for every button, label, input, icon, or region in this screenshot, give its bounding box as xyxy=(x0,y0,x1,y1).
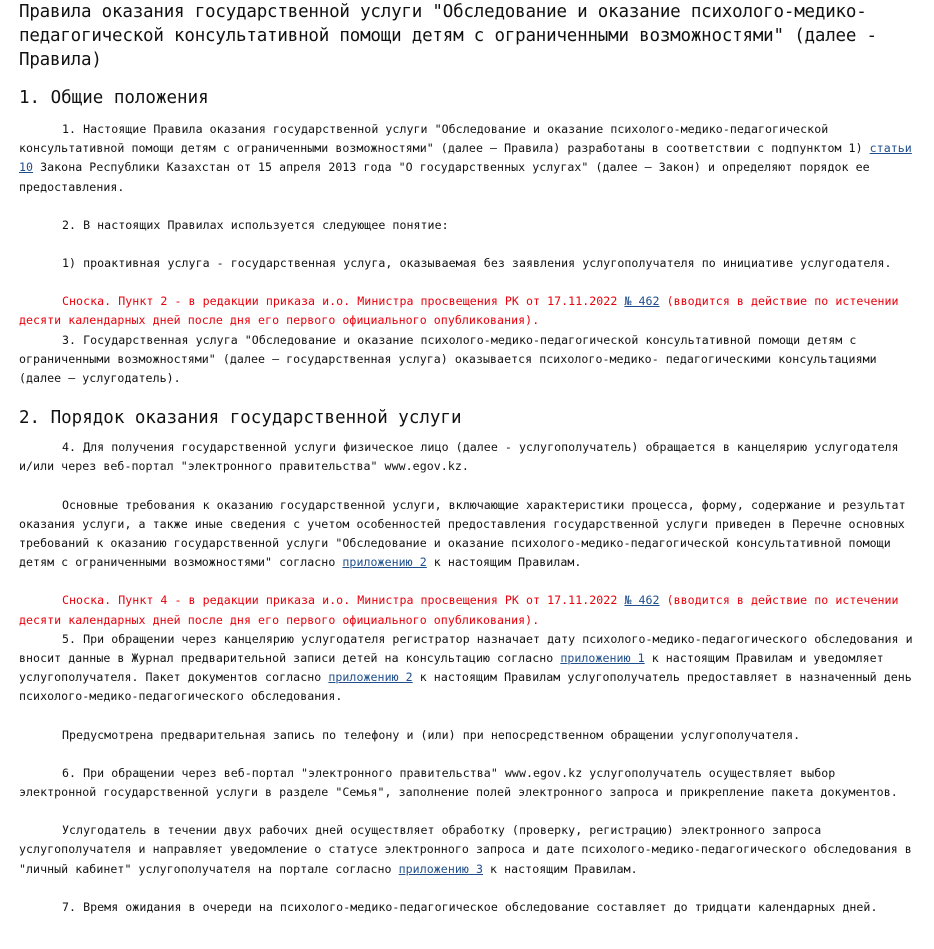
paragraph-text: Закона Республики Казахстан от 15 апреля 2013 года "О государственных услугах" (далее – Закон) и определяют порядок ее предоставления. xyxy=(19,160,870,194)
link-order-462[interactable]: № 462 xyxy=(624,294,660,309)
paragraph-7: 7. Время ожидания в очереди на психолого-медико-педагогическое обследование составляет до тридцати календарных дней. xyxy=(62,899,878,914)
paragraph-6: 6. При обращении через веб-портал "электронного правительства" www.egov.kz услугополучатель осуществляет выбор электронной государственной услуги в разделе "Семья", заполнение полей электронного запроса и прикрепление пакета документов. xyxy=(19,765,898,800)
footnote-text: (вводится в действие по истечении десяти календарных дней после дня его первого официального опубликования). xyxy=(19,294,899,328)
paragraph-text: Основные требования к оказанию государственной услуги, включающие характеристики процесса, форму, содержание и результат оказания услуги, а также иные сведения с учетом особенностей предоставления государственной услуги приведен в Перечне основных требований к оказанию государственной услуги "Обследование и оказание психолого-медико-педагогической консультативной помощи детям с ограниченными возможностями" согласно xyxy=(19,497,906,570)
section-heading-procedure: 2. Порядок оказания государственной услуги xyxy=(19,408,462,429)
paragraph-text: к настоящим Правилам услугополучатель предоставляет в назначенный день психолого-медико-педагогического обследования. xyxy=(19,670,912,704)
link-appendix-2[interactable]: приложению 2 xyxy=(342,555,427,570)
paragraph-text: 1. Настоящие Правила оказания государственной услуги "Обследование и оказание психолого-медико-педагогической консультативной помощи детям с ограниченными возможностями" (далее – Правила) разработаны в соответствии с подпунктом 1) xyxy=(19,122,870,156)
link-order-462[interactable]: № 462 xyxy=(624,593,660,608)
paragraph-text: Услугодатель в течении двух рабочих дней осуществляет обработку (проверку, регистрацию) электронного запроса услугополучателя и направляет уведомление о статусе электронного запроса и дате психолого-медико-педагогического обследования в "личный кабинет" услугополучателя на портале согласно xyxy=(19,823,912,876)
footnote-text: (вводится в действие по истечении десяти календарных дней после дня его первого официального опубликования). xyxy=(19,593,899,627)
paragraph-5 xyxy=(19,630,915,707)
footnote-text: Сноска. Пункт 4 - в редакции приказа и.о. Министра просвещения РК от 17.11.2022 xyxy=(62,593,625,608)
footnote-1 xyxy=(19,292,915,330)
footnote-text: Сноска. Пункт 2 - в редакции приказа и.о. Министра просвещения РК от 17.11.2022 xyxy=(62,294,625,309)
paragraph-1 xyxy=(19,120,915,197)
paragraph-6-2 xyxy=(19,821,915,879)
paragraph-2-1: 1) проактивная услуга - государственная услуга, оказываемая без заявления услугополучателя по инициативе услугодателя. xyxy=(62,256,892,271)
paragraph-text: к настоящим Правилам. xyxy=(426,555,582,570)
link-appendix-2[interactable]: приложению 2 xyxy=(328,670,413,685)
paragraph-text: к настоящим Правилам и уведомляет услугополучателя. Пакет документов согласно xyxy=(19,651,884,685)
paragraph-4: 4. Для получения государственной услуги физическое лицо (далее - услугополучатель) обращается в канцелярию услугодателя и/или через веб-портал "электронного правительства" www.egov.kz. xyxy=(19,440,899,474)
link-appendix-1[interactable]: приложению 1 xyxy=(560,651,645,666)
paragraph-5-2: Предусмотрена предварительная запись по телефону и (или) при непосредственном обращении услугополучателя. xyxy=(62,727,801,742)
paragraph-text: к настоящим Правилам. xyxy=(483,861,638,876)
section-heading-general: 1. Общие положения xyxy=(19,88,209,108)
link-appendix-3[interactable]: приложению 3 xyxy=(398,861,483,876)
paragraph-3: 3. Государственная услуга "Обследование и оказание психолого-медико-педагогической консультативной помощи детям с ограниченными возможностями" (далее – государственная услуга) оказывается психолого-медико- педагогическими консультациями (далее – услугодатель). xyxy=(19,332,877,386)
paragraph-4-2 xyxy=(19,496,915,573)
link-article-10[interactable]: статьи 10 xyxy=(19,141,912,175)
paragraph-text: 5. При обращении через канцелярию услугодателя регистратор назначает дату психолого-медико-педагогического обследования и вносит данные в Журнал предварительной записи детей на консультацию согласно xyxy=(19,631,913,666)
paragraph-2: 2. В настоящих Правилах используется следующее понятие: xyxy=(62,217,449,232)
page-title: Правила оказания государственной услуги "Обследование и оказание психолого-медико-педагогической консультативной помощи детям с ограниченными возможностями" (далее - Правила) xyxy=(19,2,877,70)
footnote-2 xyxy=(19,591,915,629)
